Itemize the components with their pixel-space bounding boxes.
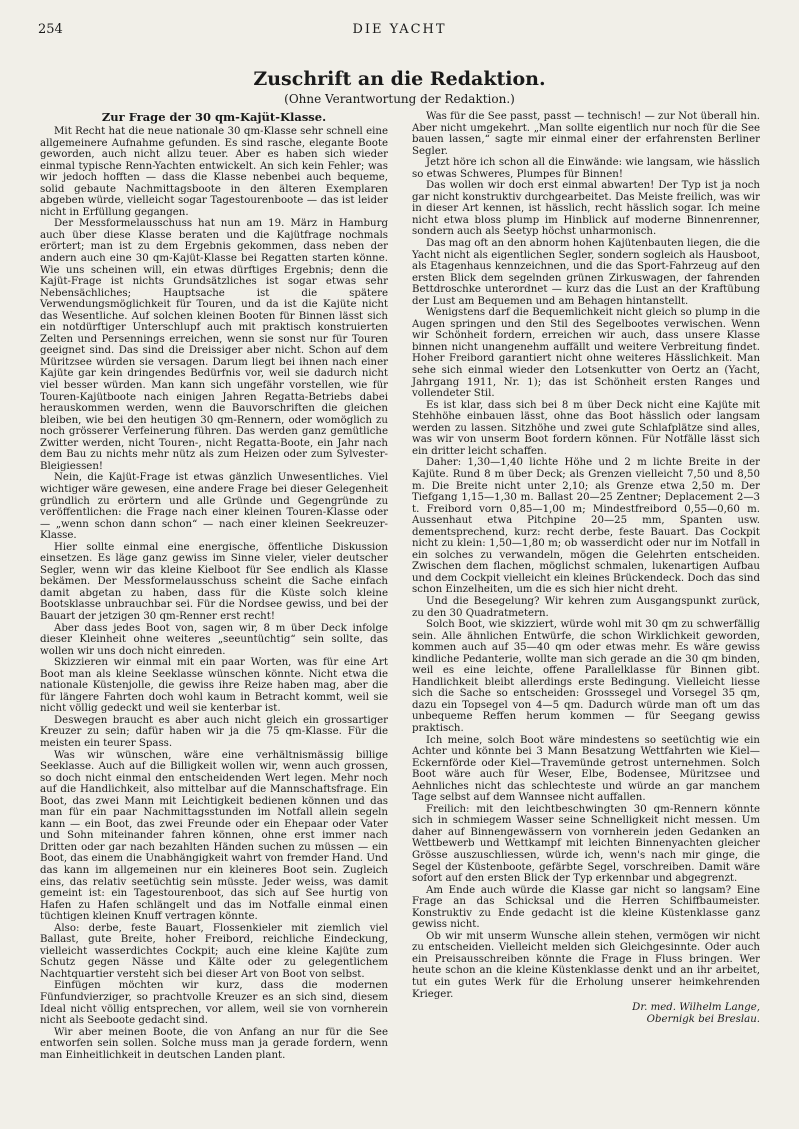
paragraph: Deswegen braucht es aber auch nicht gleich ein grossartiger Kreuzer zu sein; dafür haben wir ja die 75 qm-Klasse. Für die meisten ein teurer Spass.	[40, 714, 388, 749]
paragraph: Einfügen möchten wir kurz, dass die modernen Fünfundvierziger, so prachtvolle Kreuzer es an sich sind, diesem Ideal nicht völlig entsprechen, vor allem, weil sie von vornherein nicht als Seeboote gedacht sind.	[40, 980, 388, 1027]
paragraph: Was für die See passt, passt — technisch! — zur Not überall hin. Aber nicht umgekehrt. „Man sollte eigentlich nur noch für die See bauen lassen,“ sagte mir einmal einer der erfahrensten Berliner Segler.	[412, 111, 760, 157]
page-subtitle: (Ohne Verantwortung der Redaktion.)	[284, 92, 515, 106]
author-name: Dr. med. Wilhelm Lange,	[632, 1002, 760, 1014]
paragraph: Skizzieren wir einmal mit ein paar Worten, was für eine Art Boot man als kleine Seeklasse wünschen könnte. Nicht etwa die nationale Küstenjolle, die gewiss ihre Reize haben mag, aber die für längere Fahrten doch wohl kaum in Betracht kommt, weil sie nicht völlig gedeckt und weil sie kenterbar ist.	[40, 657, 388, 715]
paragraph: Das wollen wir doch erst einmal abwarten! Der Typ ist ja noch gar nicht konstruktiv durchgearbeitet. Das Meiste freilich, was wir in dieser Art kennen, ist hässlich, recht hässlich sogar. Ich meine nicht etwa bloss plump im Hinblick auf moderne Binnenrenner, sondern auch als Seetyp höchst unharmonisch.	[412, 180, 760, 238]
paragraph: Ich meine, solch Boot wäre mindestens so seetüchtig wie ein Achter und könnte bei 3 Mann Besatzung Wettfahrten wie Kiel—Eckernförde oder Kiel—Travemünde getrost unternehmen. Solch Boot wäre auch für Weser, Elbe, Bodensee, Müritzsee und Aehnliches nicht das schlechteste und würde an gar manchem Tage selbst auf dem Wannsee nicht auffallen.	[412, 734, 760, 804]
paragraph: Aber dass jedes Boot von, sagen wir, 8 m über Deck infolge dieser Kleinheit ohne weiteres „seeuntüchtig“ sein sollte, das wollen wir uns doch nicht einreden.	[40, 622, 388, 657]
left-column	[40, 110, 388, 1061]
paragraph: Jetzt höre ich schon all die Einwände: wie langsam, wie hässlich so etwas Schweres, Plumpes für Binnen!	[412, 157, 760, 180]
paragraph: Wenigstens darf die Bequemlichkeit nicht gleich so plump in die Augen springen und den Stil des Segelbootes verwischen. Wenn wir Schönheit fordern, erreichen wir auch, dass unsere Klasse binnen nicht unangenehm auffällt und weitere Verbreitung findet. Hoher Freibord garantiert nicht ohne weiteres Hässlichkeit. Man sehe sich einmal wieder den Lotsenkutter von Oertz an (Yacht, Jahrgang 1911, Nr. 1); das ist Schönheit ersten Ranges und vollendeter Stil.	[412, 307, 760, 400]
right-column	[412, 111, 760, 1026]
paragraph: Am Ende auch würde die Klasse gar nicht so langsam? Eine Frage an das Schicksal und die Herren Schiffbaumeister. Konstruktiv zu Ende gedacht ist die kleine Küstenklasse ganz gewiss nicht.	[412, 884, 760, 931]
running-title: DIE YACHT	[352, 22, 447, 37]
page-title: Zuschrift an die Redaktion.	[253, 68, 546, 90]
paragraph: Der Messformelausschuss hat nun am 19. März in Hamburg auch über diese Klasse beraten und die Kajütfrage nochmals erörtert; man ist zu dem Ergebnis gekommen, dass neben der andern auch eine 30 qm-Kajüt-Klasse bei Regatten starten könne. Wie uns scheinen will, ein etwas dürftiges Ergebnis; denn die Kajüt-Frage ist nichts Grundsätzliches ist sogar etwas sehr Nebensächliches; Hauptsache ist die spätere Verwendungsmöglichkeit für Touren, und da ist die Kajüte nicht das Wesentliche. Auf solchen kleinen Booten für Binnen lässt sich ein notdürftiger Unterschlupf auch mit praktisch konstruierten Zelten und Persennings erreichen, wenn sie sonst nur für Touren geeignet sind. Das sind die Dreissiger aber nicht. Schon auf dem Müritzsee würden sie versagen. Darum liegt bei ihnen nach einer Kajüte gar kein dringendes Bedürfnis vor, weil sie dadurch nicht viel besser würden. Man kann sich ungefähr vorstellen, wie für Touren-Kajütboote nach einigen Jahren Regatta-Betriebs dabei herauskommen werden, wenn die Bauvorschriften die gleichen bleiben, wie bei den heutigen 30 qm-Rennern, oder womöglich zu noch grösserer Verfeinerung führen. Das werden ganz gemütliche Zwitter werden, nicht Touren-, nicht Regatta-Boote, ein Jahr nach dem Bau zu nichts mehr nütz als zum Heizen oder zum Sylvester-Bleigiessen!	[40, 218, 388, 472]
paragraph: Es ist klar, dass sich bei 8 m über Deck nicht eine Kajüte mit Stehhöhe einbauen lässt, ohne das Boot hässlich oder langsam werden zu lassen. Sitzhöhe und zwei gute Schlafplätze sind alles, was wir von unserm Boot fordern können. Für Notfälle lässt sich ein dritter leicht schaffen.	[412, 399, 760, 457]
article-heading: Zur Frage der 30 qm-Kajüt-Klasse.	[101, 110, 327, 124]
paragraph: Also: derbe, feste Bauart, Flossenkieler mit ziemlich viel Ballast, gute Breite, hoher Freibord, reichliche Eindeckung, vielleicht wasserdichtes Cockpit; auch eine kleine Kajüte zum Schutz gegen Nässe und Kälte oder zu gelegentlichem Nachtquartier versteht sich bei dieser Art von Boot von selbst.	[40, 922, 388, 980]
paragraph: Und die Besegelung? Wir kehren zum Ausgangspunkt zurück, zu den 30 Quadratmetern.	[412, 595, 760, 619]
paragraph: Was wir wünschen, wäre eine verhältnismässig billige Seeklasse. Auch auf die Billigkeit wollen wir, wenn auch grossen, so doch nicht einmal den entscheidenden Wert legen. Mehr noch auf die Handlichkeit, also mittelbar auf die Mannschaftsfrage. Ein Boot, das zwei Mann mit Leichtigkeit bedienen können und das man für ein paar Nachmittagsstunden im Notfall allein segeln kann — ein Boot, das zwei Freunde oder ein Ehepaar oder Vater und Sohn miteinander fahren können, ohne erst immer nach Dritten oder gar nach bezahlten Händen suchen zu müssen — ein Boot, das einem die Unabhängigkeit wahrt von fremder Hand. Und das kann im allgemeinen nur ein kleineres Boot sein. Zugleich eins, das relativ seetüchtig sein müsste. Jeder weiss, was damit gemeint ist: ein Tagestourenboot, das sich auf See hurtig von Hafen zu Hafen schlängelt und das im Notfalle einmal einen tüchtigen kleinen Knuff vertragen könnte.	[40, 749, 388, 923]
paragraph: Freilich: mit den leichtbeschwingten 30 qm-Rennern könnte sich in schmiegem Wasser seine Schnelligkeit nicht messen. Um daher auf Binnengewässern von vornherein jeden Gedanken an Wettbewerb und Wettkampf mit leichten Binnenyachten gleicher Grösse auszuschliessen, würde ich, wenn's nach mir ginge, die Segel der Küstenboote, gefärbte Segel, vorschreiben. Damit wäre sofort auf den ersten Blick der Typ erkennbar und abgegrenzt.	[412, 803, 760, 885]
paragraph: Wir aber meinen Boote, die von Anfang an nur für die See entworfen sein sollen. Solche muss man ja gerade fordern, wenn man Einheitlichkeit in deutschen Landen plant.	[40, 1026, 388, 1061]
signature	[412, 1002, 760, 1026]
paragraph: Solch Boot, wie skizziert, würde wohl mit 30 qm zu schwerfällig sein. Alle ähnlichen Entwürfe, die schon Wirklichkeit geworden, kommen auch auf 35—40 qm oder etwas mehr. Es wäre gewiss kindliche Pedanterie, wollte man sich gerade an die 30 qm binden, weil es eine leichte, offene Parallelklasse für Binnen gibt. Handlichkeit bleibt allerdings erste Bedingung. Vielleicht liesse sich die Sache so entscheiden: Grosssegel und Vorsegel 35 qm, dazu ein Topsegel von 4—5 qm. Dadurch würde man oft um das unbequeme Reffen herum kommen — für Seegang gewiss praktisch.	[412, 619, 760, 734]
paragraph: Mit Recht hat die neue nationale 30 qm-Klasse sehr schnell eine allgemeinere Aufnahme gefunden. Es sind rasche, elegante Boote geworden, auch nicht allzu teuer. Aber es haben sich wieder einmal typische Renn-Yachten entwickelt. An sich kein Fehler; was wir jedoch hofften — dass die Klasse nebenbei auch bequeme, solid gebaute Nachmittagsboote in den älteren Exemplaren abgeben würde, vielleicht sogar Tagestourenboote — das ist leider nicht in Erfüllung gegangen.	[40, 126, 388, 218]
author-place: Obernigk bei Breslau.	[646, 1014, 760, 1026]
paragraph: Ob wir mit unserm Wunsche allein stehen, vermögen wir nicht zu entscheiden. Vielleicht melden sich Gleichgesinnte. Oder auch ein Preisausschreiben könnte die Frage in Fluss bringen. Wer heute schon an die kleine Küstenklasse denkt und an ihr arbeitet, tut ein gutes Werk für die Erholung unserer heimkehrenden Krieger.	[412, 930, 760, 1000]
paragraph: Daher: 1,30—1,40 lichte Höhe und 2 m lichte Breite in der Kajüte. Rund 8 m über Deck; als Grenzen vielleicht 7,50 und 8,50 m. Die Breite nicht unter 2,10; als Grenze etwa 2,50 m. Der Tiefgang 1,15—1,30 m. Ballast 20—25 Zentner; Deplacement 2—3 t. Freibord vorn 0,85—1,00 m; Mindestfreibord 0,55—0,60 m. Aussenhaut etwa Pitchpine 20—25 mm, Spanten usw. dementsprechend, kurz: recht derbe, feste Bauart. Das Cockpit nicht zu klein: 1,50—1,80 m; ob wasserdicht oder nur im Notfall in ein solches zu verwandeln, mögen die Gelehrten entscheiden. Zwischen dem flachen, möglichst schmalen, lukenartigen Aufbau und dem Cockpit vielleicht ein kleines Brückendeck. Doch das sind schon Einzelheiten, um die es sich hier nicht dreht.	[412, 457, 760, 596]
paragraph: Das mag oft an den abnorm hohen Kajütenbauten liegen, die die Yacht nicht als eigentlichen Segler, sondern sogleich als Hausboot, als Etagenhaus kennzeichnen, und die das Sport-Fahrzeug auf den ersten Blick dem segelnden grünen Zirkuswagen, der fahrenden Bettdroschke unterordnet — kurz das die Lust an der Kraftübung der Lust am Bequemen und am Behagen hintanstellt.	[412, 238, 760, 307]
paragraph: Nein, die Kajüt-Frage ist etwas gänzlich Unwesentliches. Viel wichtiger wäre gewesen, eine andere Frage bei dieser Gelegenheit gründlich zu erörtern und alle Gründe und Gegengründe zu veröffentlichen: die Frage nach einer kleinen Touren-Klasse oder — „wenn schon dann schon“ — nach einer kleinen Seekreuzer-Klasse.	[40, 472, 388, 542]
page-number: 254	[38, 22, 63, 37]
paragraph: Hier sollte einmal eine energische, öffentliche Diskussion einsetzen. Es läge ganz gewiss im Sinne vieler, vieler deutscher Segler, wenn wir das kleine Kielboot für See endlich als Klasse bekämen. Der Messformelausschuss scheint die Sache einfach damit abgetan zu haben, dass für die Küste solch kleine Bootsklasse unbrauchbar sei. Für die Nordsee gewiss, und bei der Bauart der jetzigen 30 qm-Renner erst recht!	[40, 541, 388, 622]
